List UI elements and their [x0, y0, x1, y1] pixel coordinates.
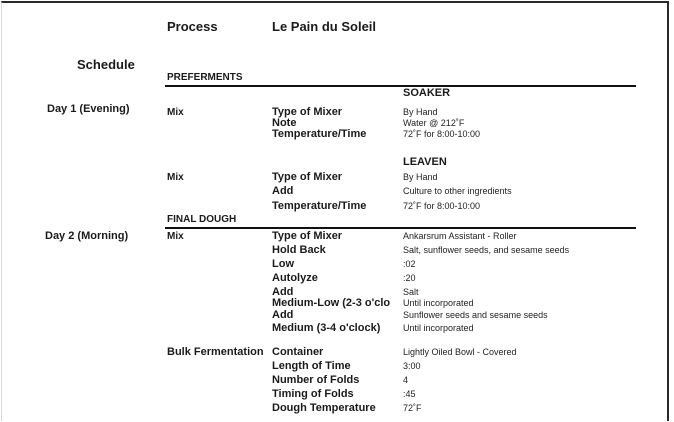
bulk-row-label: Dough Temperature: [272, 402, 376, 414]
day-2-label: Day 2 (Morning): [45, 230, 129, 242]
bulk-row-value: Lightly Oiled Bowl - Covered: [403, 347, 517, 357]
bulk-row-value: 3:00: [403, 361, 421, 371]
leaven-row-value: By Hand: [403, 172, 438, 182]
final-mix-row-value: Ankarsrum Assistant - Roller: [403, 231, 517, 241]
leaven-step-label: Mix: [167, 172, 184, 183]
soaker-row-label: Temperature/Time: [272, 128, 367, 140]
final-mix-row-label: Autolyze: [272, 272, 318, 284]
section-divider: [165, 227, 636, 229]
bulk-row-value: 72˚F: [403, 403, 422, 413]
final-mix-row-label: Add: [272, 309, 294, 321]
bulk-row-value: :45: [403, 389, 416, 399]
leaven-title: LEAVEN: [403, 156, 447, 168]
soaker-row-label: Type of Mixer: [272, 106, 343, 118]
section-preferments: PREFERMENTS: [167, 72, 243, 83]
leaven-row-label: Type of Mixer: [272, 171, 343, 183]
final-mix-row-value: :02: [403, 259, 416, 269]
final-mix-row-value: :20: [403, 273, 416, 283]
bulk-row-label: Container: [272, 346, 324, 358]
day-1-label: Day 1 (Evening): [47, 103, 130, 115]
bulk-row-label: Timing of Folds: [272, 388, 354, 400]
final-mix-row-value: Salt: [403, 287, 419, 297]
recipe-title: Le Pain du Soleil: [272, 19, 377, 34]
leaven-row-value: 72˚F for 8:00-10:00: [403, 201, 481, 211]
final-mix-step-label: Mix: [167, 231, 184, 242]
section-final-dough: FINAL DOUGH: [167, 214, 237, 225]
final-mix-row-label: Type of Mixer: [272, 230, 343, 242]
final-mix-row-value: Salt, sunflower seeds, and sesame seeds: [403, 245, 570, 255]
bulk-row-label: Length of Time: [272, 360, 351, 372]
section-divider: [165, 85, 636, 87]
soaker-step-label: Mix: [167, 107, 184, 118]
soaker-title: SOAKER: [403, 87, 451, 99]
final-mix-row-value: Sunflower seeds and sesame seeds: [403, 310, 548, 320]
schedule-heading: Schedule: [77, 57, 135, 72]
leaven-row-label: Temperature/Time: [272, 200, 367, 212]
final-mix-row-value: Until incorporated: [403, 323, 474, 333]
process-heading: Process: [167, 19, 218, 34]
leaven-row-value: Culture to other ingredients: [403, 186, 512, 196]
soaker-row-value: Water @ 212˚F: [403, 118, 465, 128]
soaker-row-value: By Hand: [403, 107, 438, 117]
final-mix-row-value: Until incorporated: [403, 298, 474, 308]
final-mix-row-label: Low: [272, 258, 294, 270]
soaker-row-value: 72˚F for 8:00-10:00: [403, 129, 481, 139]
final-mix-row-label: Add: [272, 286, 294, 298]
final-mix-row-label: Medium (3-4 o'clock): [272, 322, 381, 334]
leaven-row-label: Add: [272, 185, 294, 197]
bulk-row-label: Number of Folds: [272, 374, 360, 386]
bulk-row-value: 4: [403, 375, 409, 385]
final-mix-row-label: Hold Back: [272, 244, 326, 256]
final-mix-row-label: Medium-Low (2-3 o'clo: [272, 297, 391, 309]
bulk-step-label: Bulk Fermentation: [167, 346, 264, 358]
soaker-row-label: Note: [272, 117, 297, 129]
